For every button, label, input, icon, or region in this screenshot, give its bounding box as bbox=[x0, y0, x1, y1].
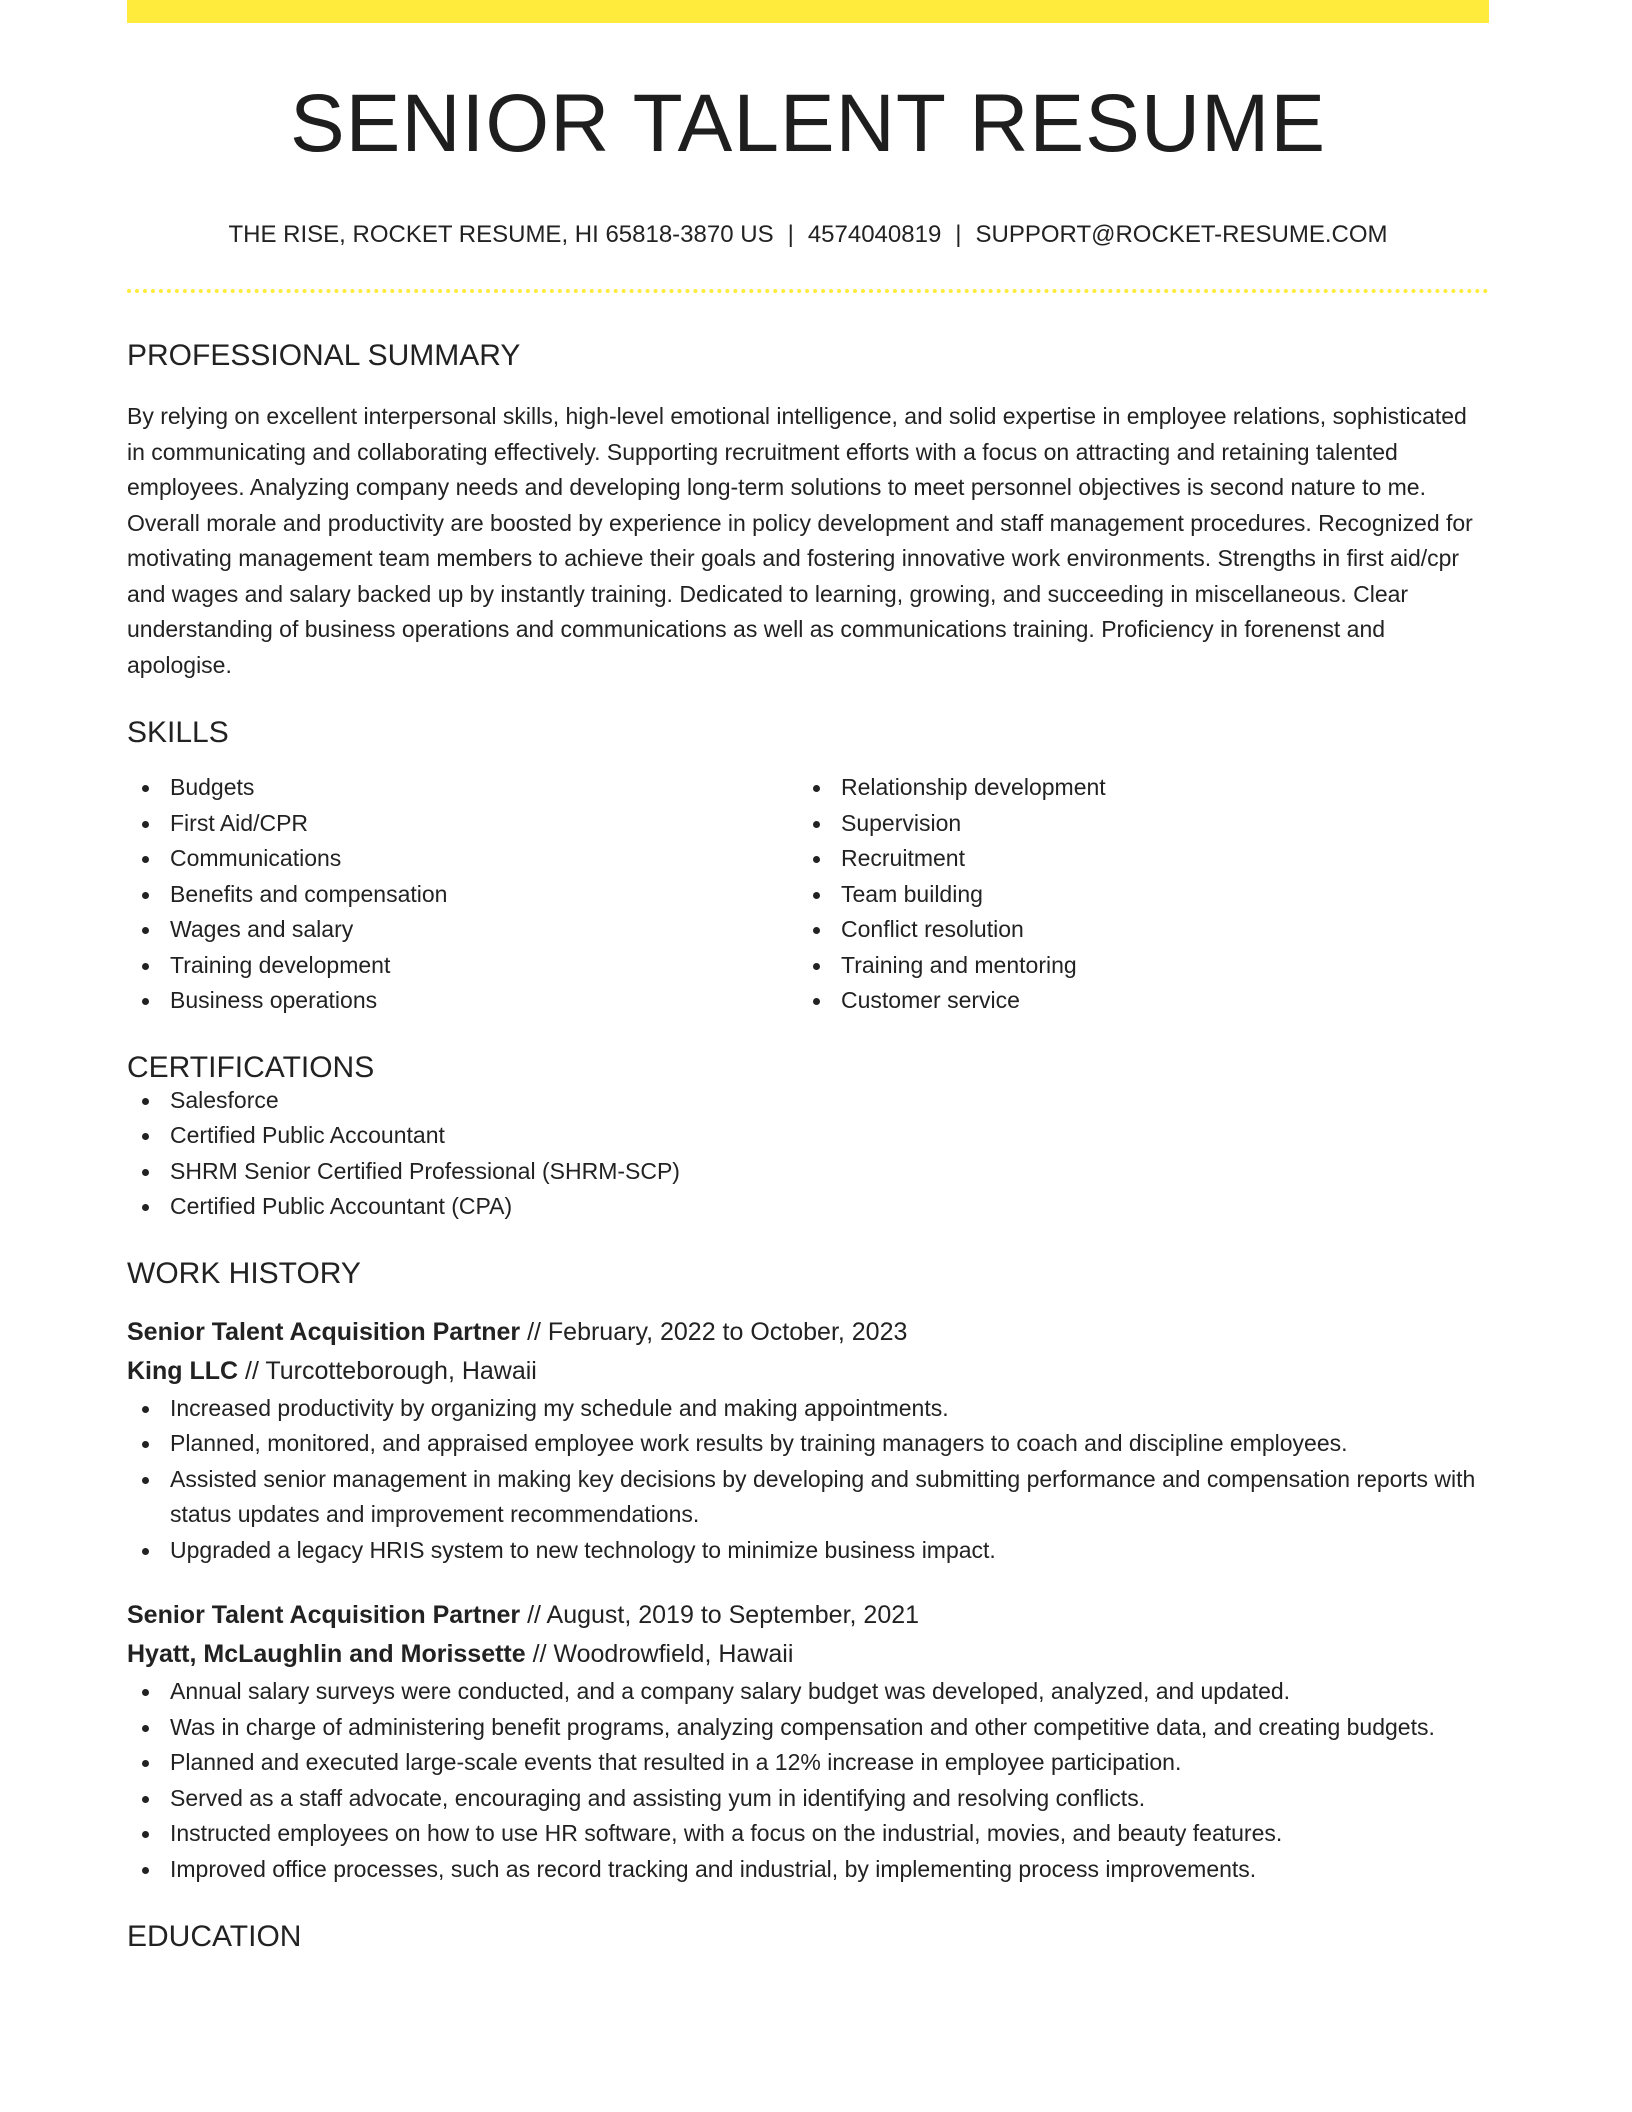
work-history-heading: WORK HISTORY bbox=[127, 1256, 361, 1290]
contact-separator: | bbox=[955, 221, 962, 248]
job-role: Senior Talent Acquisition Partner bbox=[127, 1317, 521, 1346]
job-role: Senior Talent Acquisition Partner bbox=[127, 1601, 521, 1629]
summary-heading: PROFESSIONAL SUMMARY bbox=[127, 339, 521, 372]
job-bullet: Was in charge of administering benefit programs, analyzing compensation and other competitive data, and creating budgets. bbox=[170, 1710, 1489, 1746]
certification-item: Certified Public Accountant (CPA) bbox=[170, 1189, 1489, 1225]
skills-heading: SKILLS bbox=[127, 716, 229, 749]
job-dates: // February, 2022 to October, 2023 bbox=[520, 1317, 908, 1346]
job-title-line bbox=[127, 1313, 1489, 1352]
skill-item: Recruitment bbox=[841, 841, 1469, 877]
resume-name: SENIOR TALENT RESUME bbox=[289, 78, 1327, 169]
job-dates: // August, 2019 to September, 2021 bbox=[520, 1601, 920, 1629]
contact-address: THE RISE, ROCKET RESUME, HI 65818-3870 US bbox=[228, 221, 774, 248]
job-location: // Woodrowfield, Hawaii bbox=[525, 1640, 794, 1668]
certifications-heading: CERTIFICATIONS bbox=[127, 1050, 375, 1084]
job-company-line bbox=[127, 1635, 1489, 1674]
skills-grid bbox=[127, 770, 1489, 1019]
job-bullet: Planned, monitored, and appraised employee work results by training managers to coach and discipline employees. bbox=[170, 1426, 1489, 1462]
job-bullet: Upgraded a legacy HRIS system to new technology to minimize business impact. bbox=[170, 1533, 1489, 1569]
resume-page bbox=[127, 0, 1489, 1952]
job-bullet: Instructed employees on how to use HR software, with a focus on the industrial, movies, and beauty features. bbox=[170, 1816, 1489, 1852]
contact-email: SUPPORT@ROCKET-RESUME.COM bbox=[975, 221, 1388, 248]
job-bullet: Planned and executed large-scale events that resulted in a 12% increase in employee participation. bbox=[170, 1745, 1489, 1781]
job-bullet: Assisted senior management in making key decisions by developing and submitting performance and compensation reports with status updates and improvement recommendations. bbox=[170, 1462, 1489, 1533]
job-location: // Turcotteborough, Hawaii bbox=[238, 1356, 537, 1385]
skills-column-right bbox=[798, 770, 1469, 1019]
job-company-line bbox=[127, 1352, 1489, 1391]
job-bullet: Annual salary surveys were conducted, and a company salary budget was developed, analyzed, and updated. bbox=[170, 1674, 1489, 1710]
skill-item: Team building bbox=[841, 877, 1469, 913]
skills-list-left bbox=[127, 770, 798, 1019]
skill-item: Benefits and compensation bbox=[170, 877, 798, 913]
certification-item: Salesforce bbox=[170, 1083, 1489, 1119]
skill-item: Wages and salary bbox=[170, 912, 798, 948]
contact-phone: 4574040819 bbox=[807, 221, 942, 248]
job-company: Hyatt, McLaughlin and Morissette bbox=[127, 1640, 526, 1668]
job-bullet: Served as a staff advocate, encouraging and assisting yum in identifying and resolving conflicts. bbox=[170, 1781, 1489, 1817]
skill-item: Training development bbox=[170, 948, 798, 984]
contact-line bbox=[127, 223, 1489, 247]
skill-item: First Aid/CPR bbox=[170, 806, 798, 842]
job-bullets bbox=[127, 1674, 1489, 1887]
job-title-line bbox=[127, 1596, 1489, 1635]
dotted-divider bbox=[127, 289, 1489, 293]
skill-item: Conflict resolution bbox=[841, 912, 1469, 948]
job-company: King LLC bbox=[127, 1356, 239, 1385]
skill-item: Relationship development bbox=[841, 770, 1469, 806]
job-bullets bbox=[127, 1391, 1489, 1569]
skill-item: Business operations bbox=[170, 983, 798, 1019]
job-bullet: Improved office processes, such as record tracking and industrial, by implementing process improvements. bbox=[170, 1852, 1489, 1888]
skill-item: Customer service bbox=[841, 983, 1469, 1019]
certification-item: SHRM Senior Certified Professional (SHRM-SCP) bbox=[170, 1154, 1489, 1190]
certifications-list bbox=[127, 1083, 1489, 1225]
skill-item: Budgets bbox=[170, 770, 798, 806]
skills-list-right bbox=[798, 770, 1469, 1019]
education-heading: EDUCATION bbox=[127, 1920, 302, 1953]
accent-top-bar bbox=[127, 0, 1489, 23]
summary-text: By relying on excellent interpersonal skills, high-level emotional intelligence, and solid expertise in employee relations, sophisticated in communicating and collaborating effectively. Supporting recruitment efforts with a focus on attracting and retaining talented employees. Analyzing company needs and developing long-term solutions to meet personnel objectives is second nature to me. Overall morale and productivity are boosted by experience in policy development and staff management procedures. Recognized for motivating management team members to achieve their goals and fostering innovative work environments. Strengths in first aid/cpr and wages and salary backed up by instantly training. Dedicated to learning, growing, and succeeding in miscellaneous. Clear understanding of business operations and communications as well as communications training. Proficiency in forenenst and apologise. bbox=[127, 403, 1473, 678]
skills-column-left bbox=[127, 770, 798, 1019]
skill-item: Communications bbox=[170, 841, 798, 877]
skill-item: Training and mentoring bbox=[841, 948, 1469, 984]
contact-separator: | bbox=[787, 221, 794, 248]
job-bullet: Increased productivity by organizing my schedule and making appointments. bbox=[170, 1391, 1489, 1427]
skill-item: Supervision bbox=[841, 806, 1469, 842]
certification-item: Certified Public Accountant bbox=[170, 1118, 1489, 1154]
